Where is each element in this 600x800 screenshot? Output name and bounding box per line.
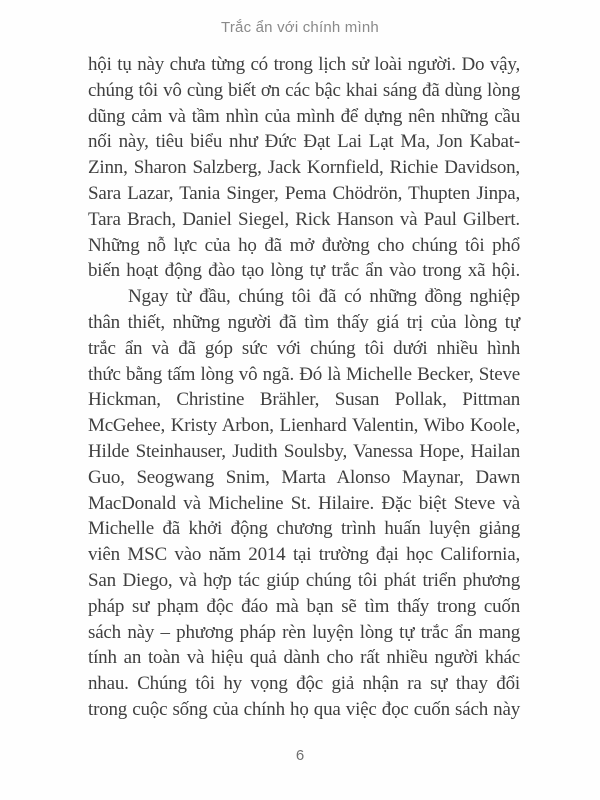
text-line: trong cuộc sống của chính họ qua việc đọc cuốn sách này	[88, 698, 520, 720]
text-line: Tara Brach, Daniel Siegel, Rick Hanson và Paul Gilbert.	[88, 208, 520, 230]
text-line: trắc ẩn và đã góp sức với chúng tôi dưới nhiều hình	[88, 337, 520, 359]
text-line: nhau. Chúng tôi hy vọng độc giả nhận ra sự thay đổi	[88, 673, 520, 695]
text-line: Hickman, Christine Brähler, Susan Pollak, Pittman	[88, 389, 520, 411]
body-text	[88, 52, 520, 723]
text-line: viên MSC vào năm 2014 tại trường đại học California,	[88, 544, 520, 566]
text-line: Ngay từ đầu, chúng tôi đã có những đồng nghiệp	[128, 286, 520, 308]
paragraph-1	[88, 52, 520, 284]
text-line: hội tụ này chưa từng có trong lịch sử loài người. Do vậy,	[88, 54, 520, 75]
text-line: chúng tôi vô cùng biết ơn các bậc khai sáng đã dùng lòng	[88, 79, 520, 101]
running-title: Trắc ẩn với chính mình	[221, 19, 379, 36]
text-line: nối này, tiêu biểu như Đức Đạt Lai Lạt Ma, Jon Kabat-	[88, 131, 520, 153]
text-line: San Diego, và hợp tác giúp chúng tôi phát triển phương	[88, 569, 520, 591]
text-line: thức bằng tấm lòng vô ngã. Đó là Michelle Becker, Steve	[88, 363, 520, 385]
text-line: dũng cảm và tầm nhìn của mình để dựng nên những cầu	[88, 105, 520, 127]
text-line: MacDonald và Micheline St. Hilaire. Đặc biệt Steve và	[88, 492, 520, 514]
text-line: thân thiết, những người đã tìm thấy giá trị của lòng tự	[88, 311, 520, 333]
text-line: tính an toàn và hiệu quả dành cho rất nhiều người khác	[88, 647, 520, 669]
text-line: Guo, Seogwang Snim, Marta Alonso Maynar, Dawn	[88, 466, 520, 488]
text-line: Michelle đã khởi động chương trình huấn luyện giảng	[88, 518, 520, 540]
text-line: Zinn, Sharon Salzberg, Jack Kornfield, Richie Davidson,	[88, 157, 520, 179]
text-line: McGehee, Kristy Arbon, Lienhard Valentin, Wibo Koole,	[88, 415, 520, 437]
text-line: Hilde Steinhauser, Judith Soulsby, Vanessa Hope, Hailan	[88, 440, 520, 462]
text-line: biến hoạt động đào tạo lòng tự trắc ẩn vào trong xã hội.	[88, 260, 520, 282]
text-line: pháp sư phạm độc đáo mà bạn sẽ tìm thấy trong cuốn	[88, 595, 520, 617]
text-line: sách này – phương pháp rèn luyện lòng tự trắc ẩn mang	[88, 621, 520, 643]
page-number: 6	[295, 747, 305, 764]
paragraph-2	[88, 284, 520, 723]
text-line: Sara Lazar, Tania Singer, Pema Chödrön, Thupten Jinpa,	[88, 182, 520, 204]
text-line: Những nỗ lực của họ đã mở đường cho chúng tôi phổ	[88, 234, 520, 256]
